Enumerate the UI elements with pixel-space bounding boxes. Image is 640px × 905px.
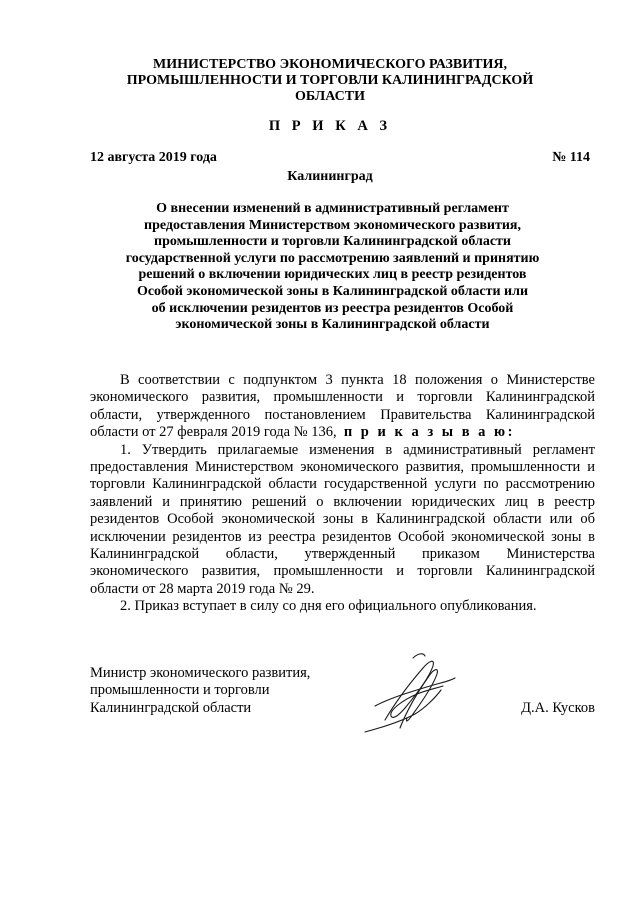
subject-line: об исключении резидентов из реестра резидентов Особой <box>151 300 514 316</box>
order-item-1: 1. Утвердить прилагаемые изменения в административный регламент предоставления Министерством экономического развития, промышленности и торговли Калининградской области государственной услуги по рассмотрению заявлений и принятию решений о включении юридических лиц в реестр резидентов Особой экономической зоны в Калининградской области или об исключении резидентов из реестра резидентов Особой экономической зоны в Калининградской области, утвержденный приказом Министерства экономического развития, промышленности и торговли Калининградской области от 28 марта 2019 года № 29. <box>90 441 595 597</box>
subject-line: предоставления Министерством экономического развития, <box>144 217 521 233</box>
order-subject <box>120 201 545 334</box>
order-number: № 114 <box>552 150 590 165</box>
ministry-header <box>95 57 565 105</box>
signer-title-line-1: Министр экономического развития, <box>90 665 311 681</box>
subject-line: О внесении изменений в административный регламент <box>156 201 509 216</box>
order-title: П Р И К А З <box>268 118 392 134</box>
preamble-paragraph <box>90 372 595 442</box>
ministry-line-1: МИНИСТЕРСТВО ЭКОНОМИЧЕСКОГО РАЗВИТИЯ, <box>153 57 507 72</box>
orders-word: п р и к а з ы в а ю: <box>343 424 515 441</box>
order-date: 12 августа 2019 года <box>90 150 217 165</box>
preamble-text: В соответствии с подпунктом 3 пункта 18 положения о Министерстве экономического развития, промышленности и торговли Калининградской области, утвержденного постановлением Правительства Калининградской области от 27 февраля 2019 года № 136, <box>90 372 595 441</box>
signer-title-line-2: промышленности и торговли <box>90 682 270 699</box>
signer-name: Д.А. Кусков <box>521 700 595 716</box>
order-body <box>90 372 595 616</box>
subject-line: государственной услуги по рассмотрению заявлений и принятию <box>125 250 540 266</box>
ministry-line-2: ПРОМЫШЛЕННОСТИ И ТОРГОВЛИ КАЛИНИНГРАДСКОЙ ОБЛАСТИ <box>126 73 534 104</box>
subject-line: решений о включении юридических лиц в реестр резидентов <box>138 267 527 283</box>
subject-line: Особой экономической зоны в Калининградской области или <box>136 283 529 299</box>
order-item-2: 2. Приказ вступает в силу со дня его официального опубликования. <box>120 598 537 615</box>
order-city: Калининград <box>287 169 373 184</box>
subject-line: экономической зоны в Калининградской области <box>175 317 490 333</box>
subject-line: промышленности и торговли Калининградской области <box>154 234 511 250</box>
signer-title-line-3: Калининградской области <box>90 699 252 716</box>
signer-title <box>90 665 310 717</box>
handwritten-signature <box>355 648 465 738</box>
